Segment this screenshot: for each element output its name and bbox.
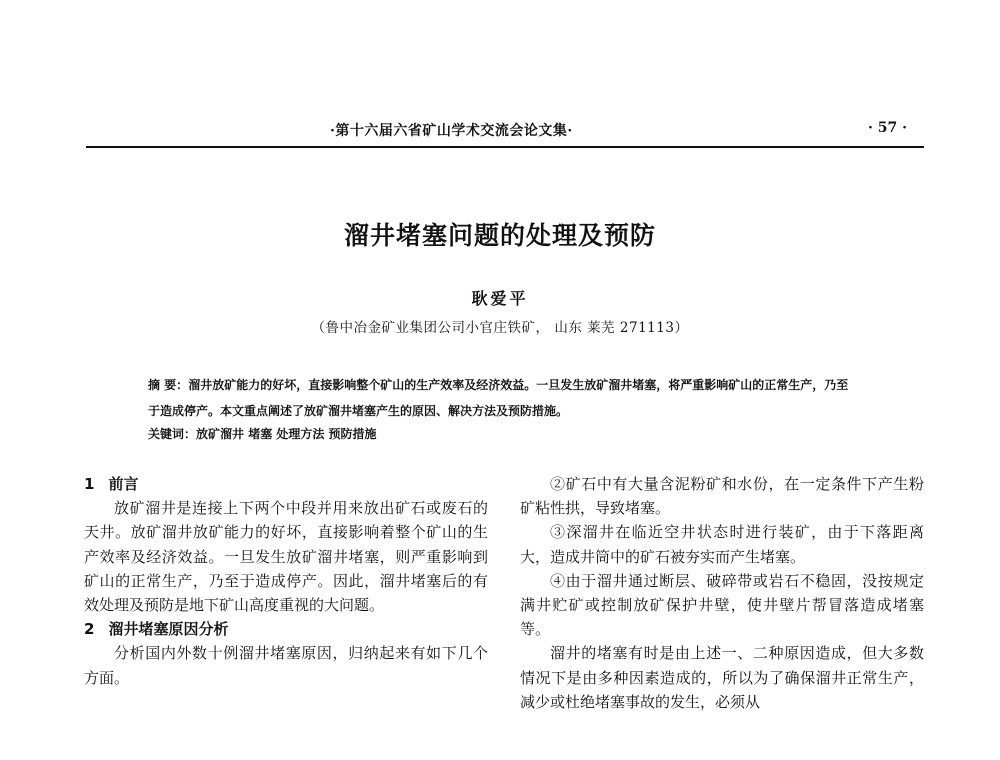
header-rule (86, 146, 924, 148)
abstract (148, 372, 858, 424)
section-heading-2 (84, 617, 488, 641)
paragraph: ④由于溜井通过断层、破碎带或岩石不稳固，没按规定满井贮矿或控制放矿保护井壁，使井壁片帮冒落造成堵塞等。 (520, 571, 924, 639)
section-heading-1 (84, 472, 488, 496)
paragraph: ③深溜井在临近空井状态时进行装矿，由于下落距离大，造成井筒中的矿石被夯实而产生堵塞。 (520, 523, 924, 566)
abstract-text: 溜井放矿能力的好坏，直接影响整个矿山的生产效率及经济效益。一旦发生放矿溜井堵塞，将严重影响矿山的正常生产，乃至于造成停产。本文重点阐述了放矿溜井堵塞产生的原因、解决方法及预防措施。 (148, 378, 849, 418)
abstract-label: 摘 要： (148, 378, 189, 392)
section-title: 前言 (108, 475, 139, 493)
paragraph: 分析国内外数十例溜井堵塞原因，归纳起来有如下几个方面。 (84, 644, 488, 687)
author-affiliation: （鲁中冶金矿业集团公司小官庄铁矿， 山东 莱芜 271113） (311, 320, 689, 336)
keywords-label: 关键词： (148, 427, 197, 441)
section-number: 1 (84, 475, 95, 493)
right-column (520, 472, 924, 714)
page-number: · 57 · (868, 120, 907, 136)
author-name: 耿爱平 (471, 289, 529, 308)
paragraph: 放矿溜井是连接上下两个中段并用来放出矿石或废石的天井。放矿溜井放矿能力的好坏，直接影响着整个矿山的生产效率及经济效益。一旦发生放矿溜井堵塞，则严重影响到矿山的正常生产，乃至于造成停产。因此，溜井堵塞后的有效处理及预防是地下矿山高度重视的大问题。 (84, 499, 488, 615)
left-column (84, 472, 488, 690)
running-header-title: ·第十六届六省矿山学术交流会论文集· (330, 123, 573, 139)
keywords (148, 424, 858, 444)
section-title: 溜井堵塞原因分析 (108, 620, 229, 639)
paragraph: ②矿石中有大量含泥粉矿和水份，在一定条件下产生粉矿粘性拱，导致堵塞。 (520, 475, 924, 518)
section-number: 2 (84, 620, 95, 639)
paragraph: 溜井的堵塞有时是由上述一、二种原因造成，但大多数情况下是由多种因素造成的，所以为了确保溜井正常生产，减少或杜绝堵塞事故的发生，必须从 (520, 644, 924, 711)
article-title: 溜井堵塞问题的处理及预防 (343, 221, 656, 250)
keywords-text: 放矿溜井 堵塞 处理方法 预防措施 (196, 427, 377, 441)
